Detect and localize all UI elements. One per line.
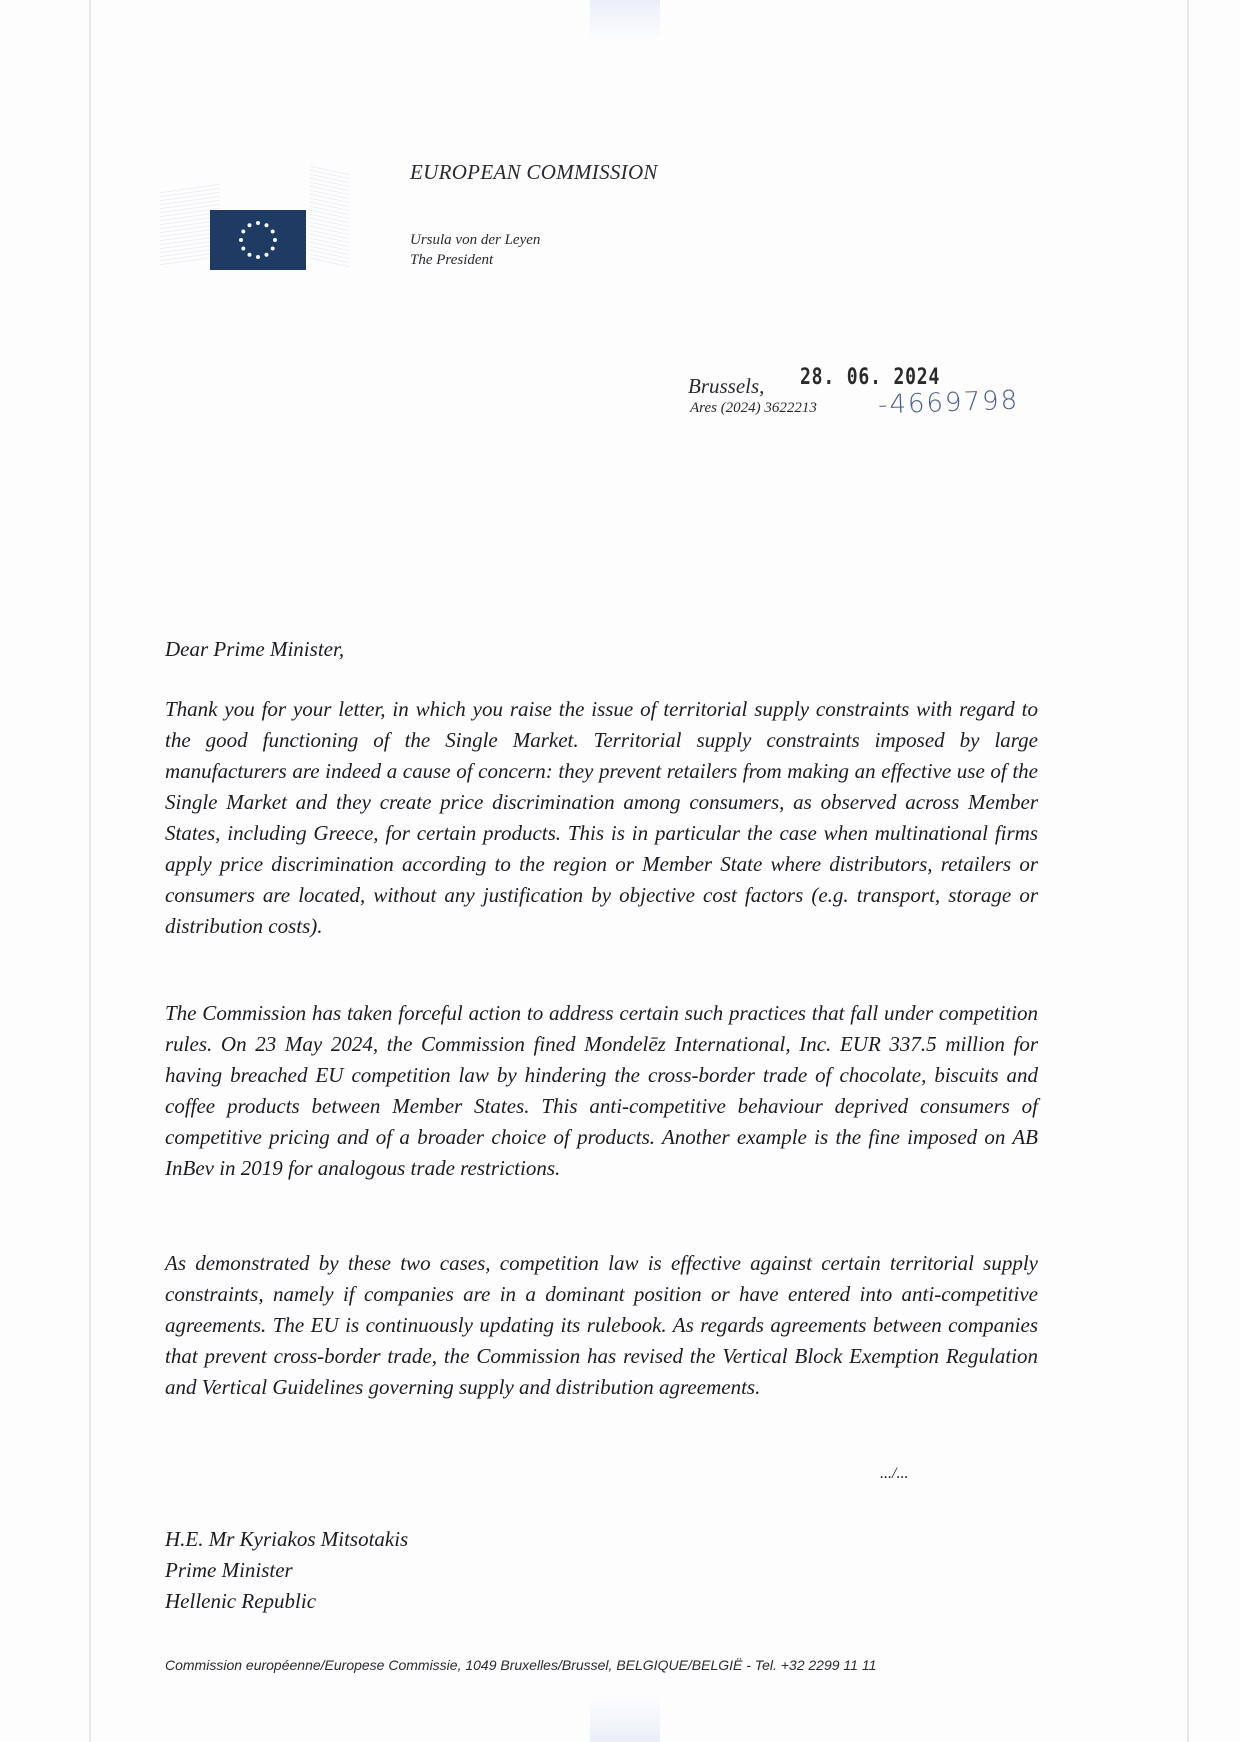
body-paragraph-3: As demonstrated by these two cases, competition law is effective against certain territorial supply constraints, namely if companies are in a dominant position or have entered into anti-competitive agreements. The EU is continuously updating its rulebook. As regards agreements between companies that prevent cross-border trade, the Commission has revised the Vertical Block Exemption Regulation and Vertical Guidelines governing supply and distribution agreements. [165, 1251, 1038, 1399]
recipient-block [165, 1524, 408, 1617]
organization-name: EUROPEAN COMMISSION [410, 160, 658, 184]
salutation: Dear Prime Minister, [165, 637, 345, 661]
logo-building-right [310, 166, 350, 270]
footer-address: Commission européenne/Europese Commissie, 1049 Bruxelles/Brussel, BELGIQUE/BELGIË - Tel. +32 2299 11 11 [165, 1657, 877, 1673]
scan-smudge-top [590, 0, 660, 40]
place-label: Brussels, [688, 374, 765, 398]
reference-number: Ares (2024) 3622213 [690, 400, 817, 416]
recipient-title: Prime Minister [165, 1558, 293, 1582]
recipient-name: H.E. Mr Kyriakos Mitsotakis [165, 1527, 409, 1551]
body-paragraph-1: Thank you for your letter, in which you raise the issue of territorial supply constraints with regard to the good functioning of the Single Market. Territorial supply constraints imposed by large manufacturers are indeed a cause of concern: they prevent retailers from making an effective use of the Single Market and they create price discrimination among consumers, as observed across Member States, including Greece, for certain products. This is in particular the case when multinational firms apply price discrimination according to the region or Member State where distributors, retailers or consumers are located, without any justification by objective cost factors (e.g. transport, storage or distribution costs). [165, 697, 1038, 938]
scan-smudge-bottom [590, 1697, 660, 1742]
eu-flag-icon [210, 210, 306, 270]
date-stamp: 28. 06. 2024 [800, 365, 941, 390]
recipient-country: Hellenic Republic [165, 1589, 317, 1613]
sender-block [410, 230, 540, 270]
continuation-mark: .../... [880, 1465, 909, 1482]
scan-edge-line-right [1187, 0, 1189, 1742]
handwritten-annotation: -4669798 [877, 385, 1020, 421]
body-paragraph-2: The Commission has taken forceful action to address certain such practices that fall under competition rules. On 23 May 2024, the Commission fined Mondelēz International, Inc. EUR 337.5 million for having breached EU competition law by hindering the cross-border trade of chocolate, biscuits and coffee products between Member States. This anti-competitive behaviour deprived consumers of competitive pricing and of a broader choice of products. Another example is the fine imposed on AB InBev in 2019 for analogous trade restrictions. [165, 1001, 1038, 1180]
sender-title: The President [410, 252, 494, 268]
sender-name: Ursula von der Leyen [410, 232, 541, 248]
commission-logo [160, 160, 360, 270]
scan-edge-line-left [89, 0, 91, 1742]
